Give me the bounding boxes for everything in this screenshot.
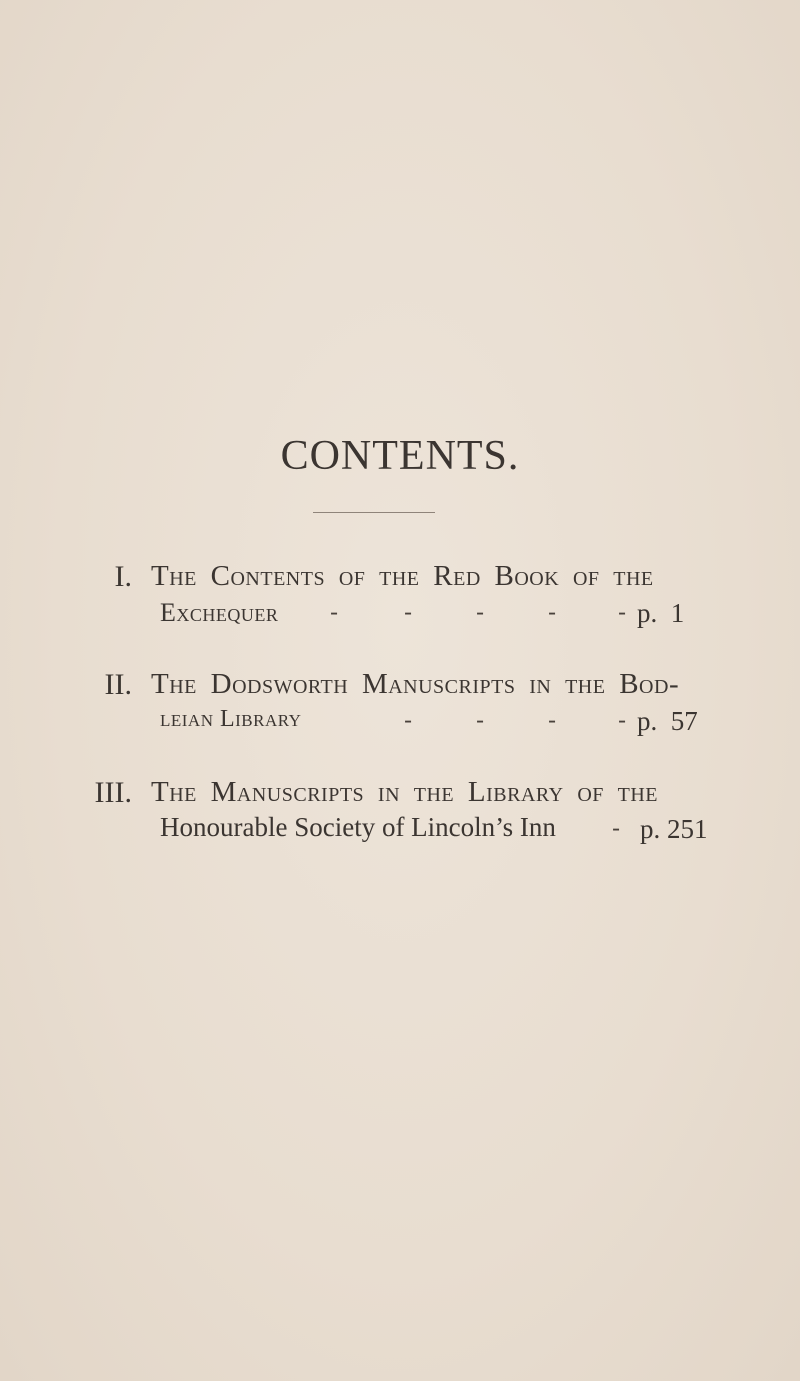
entry-page-ref: p. 57 bbox=[637, 706, 698, 736]
leader-dash: - bbox=[548, 598, 557, 626]
entry-page-ref: p. 1 bbox=[637, 598, 685, 628]
entry-numeral: I. bbox=[114, 560, 132, 593]
leader-dash: - bbox=[618, 706, 627, 734]
leader-dash: - bbox=[404, 598, 413, 626]
leader-dash: - bbox=[404, 706, 413, 734]
entry-title-line-1: The Manuscripts in the Library of the bbox=[151, 776, 659, 808]
entry-title-line-2: Honourable Society of Lincoln’s Inn bbox=[160, 812, 556, 842]
leader-dash: - bbox=[330, 598, 339, 626]
page-title: CONTENTS. bbox=[280, 433, 520, 479]
entry-title-line-2: Exchequer bbox=[160, 598, 279, 627]
entry-numeral: II. bbox=[104, 668, 132, 701]
leader-dash: - bbox=[618, 598, 627, 626]
entry-title-line-1: The Dodsworth Manuscripts in the Bod- bbox=[151, 668, 680, 700]
leader-dash: - bbox=[612, 814, 621, 842]
leader-dash: - bbox=[476, 706, 485, 734]
contents-entry-3 bbox=[0, 776, 800, 866]
title-rule bbox=[313, 512, 435, 513]
leader-dash: - bbox=[476, 598, 485, 626]
leader-dash: - bbox=[548, 706, 557, 734]
entry-title-line-1: The Contents of the Red Book of the bbox=[151, 560, 654, 592]
contents-entry-2 bbox=[0, 668, 800, 758]
contents-entry-1 bbox=[0, 560, 800, 650]
entry-page-ref: p. 251 bbox=[640, 814, 708, 844]
entry-numeral: III. bbox=[94, 776, 132, 809]
entry-title-line-2: leian Library bbox=[160, 706, 302, 732]
